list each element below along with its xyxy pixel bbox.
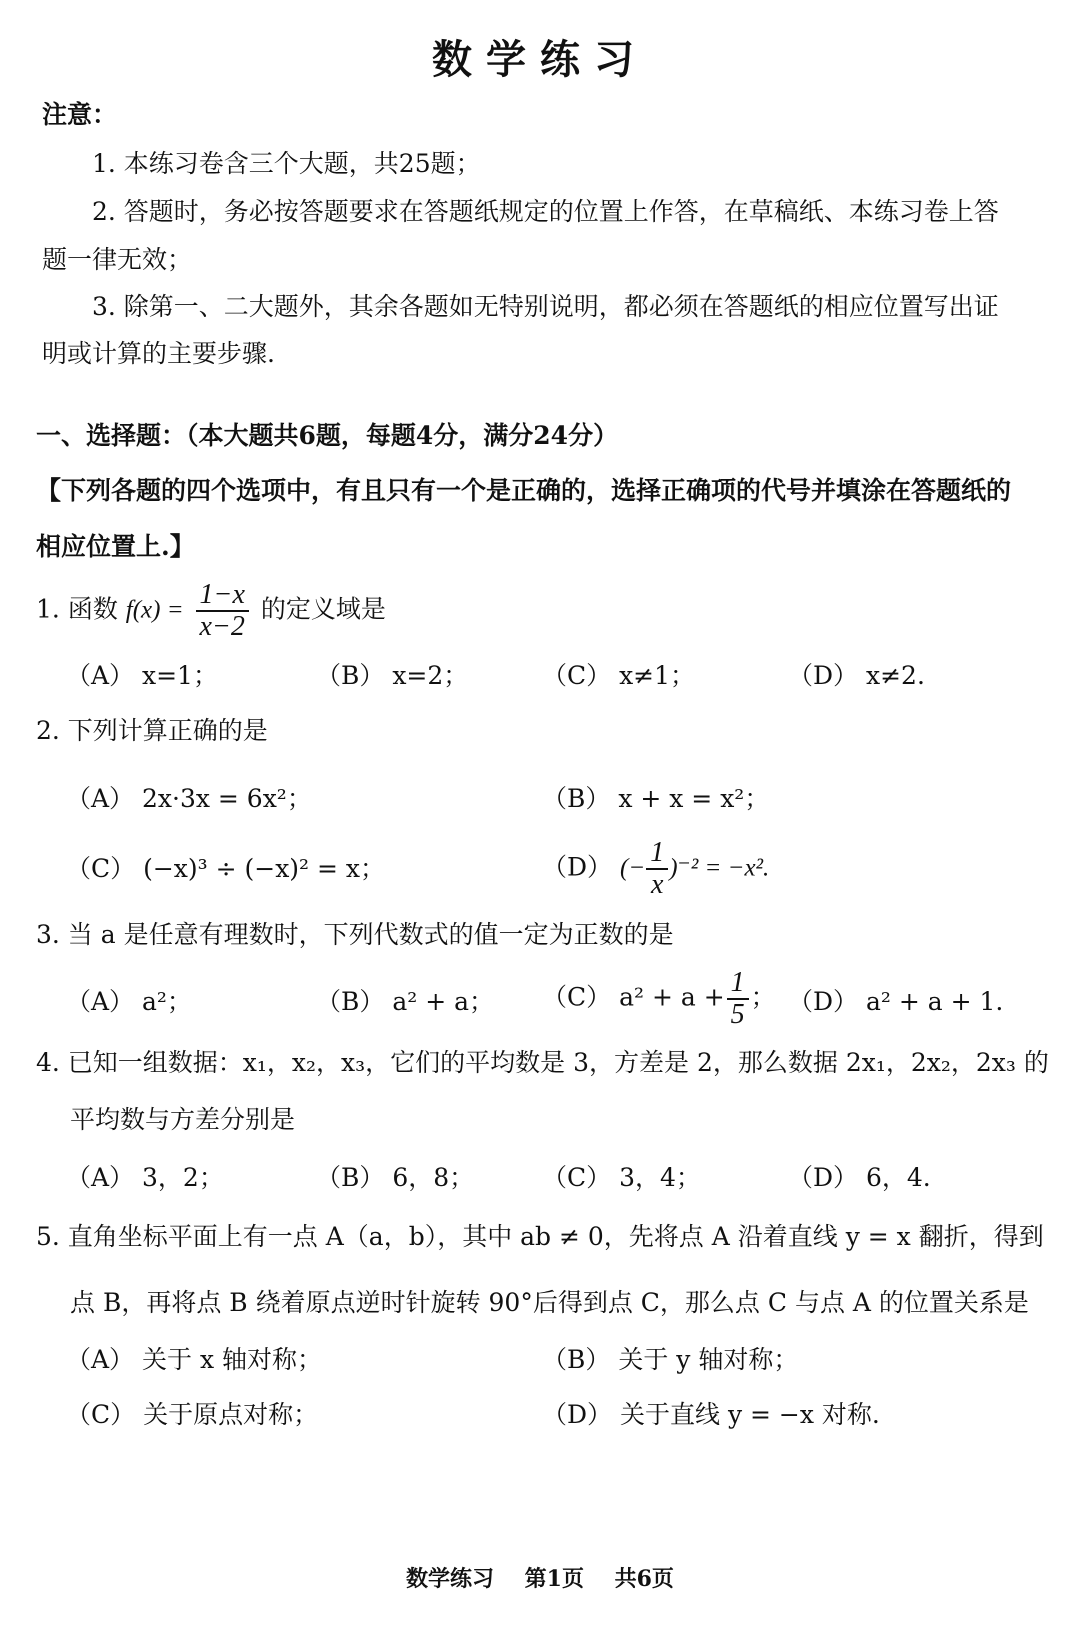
question-2-option-d-open: (− bbox=[620, 854, 646, 882]
question-3-option-b: （B） a² + a； bbox=[316, 987, 494, 1016]
notice-item-1: 1. 本练习卷含三个大题，共25题； bbox=[92, 149, 481, 178]
question-1-fraction-denominator: x−2 bbox=[199, 611, 245, 642]
question-1-post: 的定义域是 bbox=[260, 594, 386, 624]
question-3-option-c-pre: （C） a² + a + bbox=[542, 982, 725, 1012]
question-1-option-c: （C） x≠1； bbox=[542, 661, 696, 690]
notice-item-3-line-1: 3. 除第一、二大题外，其余各题如无特别说明，都必须在答题纸的相应位置写出证 bbox=[92, 292, 999, 321]
question-5-option-b: （B） 关于 y 轴对称； bbox=[542, 1345, 799, 1374]
question-4-option-c: （C） 3，4； bbox=[542, 1163, 701, 1192]
question-5-option-a: （A） 关于 x 轴对称； bbox=[66, 1345, 322, 1374]
section-1-instruction-line-2: 相应位置上.】 bbox=[36, 532, 195, 561]
question-1-option-b: （B） x=2； bbox=[316, 661, 469, 690]
question-1-fraction-numerator: 1−x bbox=[196, 580, 249, 612]
question-3-option-c-post: ； bbox=[750, 982, 776, 1012]
notice-label: 注意： bbox=[42, 100, 118, 129]
question-1-fraction bbox=[196, 580, 249, 642]
question-2-option-b: （B） x + x = x²； bbox=[542, 784, 770, 813]
question-2-option-c: （C） (−x)³ ÷ (−x)² = x； bbox=[66, 854, 386, 883]
question-1-option-a: （A） x=1； bbox=[66, 661, 218, 690]
question-1-pre: 函数 bbox=[67, 594, 118, 624]
question-3-stem: 3. 当 a 是任意有理数时，下列代数式的值一定为正数的是 bbox=[36, 920, 674, 949]
question-2-option-d-fraction-denominator: x bbox=[650, 869, 664, 900]
question-3-option-c-fraction-numerator: 1 bbox=[727, 968, 749, 1000]
question-5-stem-line-1: 5. 直角坐标平面上有一点 A（a，b），其中 ab ≠ 0，先将点 A 沿着直线 y = x 翻折，得到 bbox=[36, 1222, 1044, 1251]
question-3-option-d: （D） a² + a + 1. bbox=[788, 987, 1004, 1016]
question-4-stem-line-1: 4. 已知一组数据：x₁，x₂，x₃，它们的平均数是 3，方差是 2，那么数据 2x₁，2x₂，2x₃ 的 bbox=[36, 1048, 1049, 1077]
question-4-stem-line-2: 平均数与方差分别是 bbox=[70, 1105, 296, 1134]
question-5-stem-line-2: 点 B，再将点 B 绕着原点逆时针旋转 90°后得到点 C，那么点 C 与点 A 的位置关系是 bbox=[70, 1288, 1029, 1317]
question-2-option-d bbox=[542, 838, 769, 900]
question-1-function: f(x) = bbox=[125, 596, 184, 624]
question-2-option-d-label: （D） bbox=[542, 852, 613, 882]
page-title: 数学练习 bbox=[432, 36, 648, 83]
question-3-option-a: （A） a²； bbox=[66, 987, 192, 1016]
notice-item-2-line-1: 2. 答题时，务必按答题要求在答题纸规定的位置上作答，在草稿纸、本练习卷上答 bbox=[92, 197, 999, 226]
question-2-option-d-close: )⁻² = −x². bbox=[669, 854, 770, 882]
question-5-option-c: （C） 关于原点对称； bbox=[66, 1400, 319, 1429]
question-3-option-c-fraction-denominator: 5 bbox=[730, 999, 745, 1030]
question-3-option-c bbox=[542, 968, 776, 1030]
section-1-heading: 一、选择题：（本大题共6题，每题4分，满分24分） bbox=[36, 421, 619, 450]
question-3-option-c-fraction bbox=[727, 968, 749, 1030]
notice-item-3-line-2: 明或计算的主要步骤. bbox=[42, 339, 275, 368]
question-1-stem bbox=[36, 580, 386, 642]
question-4-option-a: （A） 3，2； bbox=[66, 1163, 224, 1192]
question-2-stem: 2. 下列计算正确的是 bbox=[36, 716, 268, 745]
question-4-option-b: （B） 6，8； bbox=[316, 1163, 475, 1192]
question-2-option-d-fraction bbox=[646, 838, 668, 900]
question-4-option-d: （D） 6，4. bbox=[788, 1163, 931, 1192]
section-1-instruction-line-1: 【下列各题的四个选项中，有且只有一个是正确的，选择正确项的代号并填涂在答题纸的 bbox=[36, 476, 1012, 505]
question-5-option-d: （D） 关于直线 y = −x 对称. bbox=[542, 1400, 880, 1429]
question-1-number: 1. bbox=[36, 594, 60, 624]
question-2-option-d-fraction-numerator: 1 bbox=[646, 838, 668, 870]
question-2-option-a: （A） 2x·3x = 6x²； bbox=[66, 784, 312, 813]
notice-item-2-line-2: 题一律无效； bbox=[42, 245, 193, 274]
question-1-option-d: （D） x≠2. bbox=[788, 661, 925, 690]
page-footer: 数学练习 第1页 共6页 bbox=[406, 1566, 674, 1592]
